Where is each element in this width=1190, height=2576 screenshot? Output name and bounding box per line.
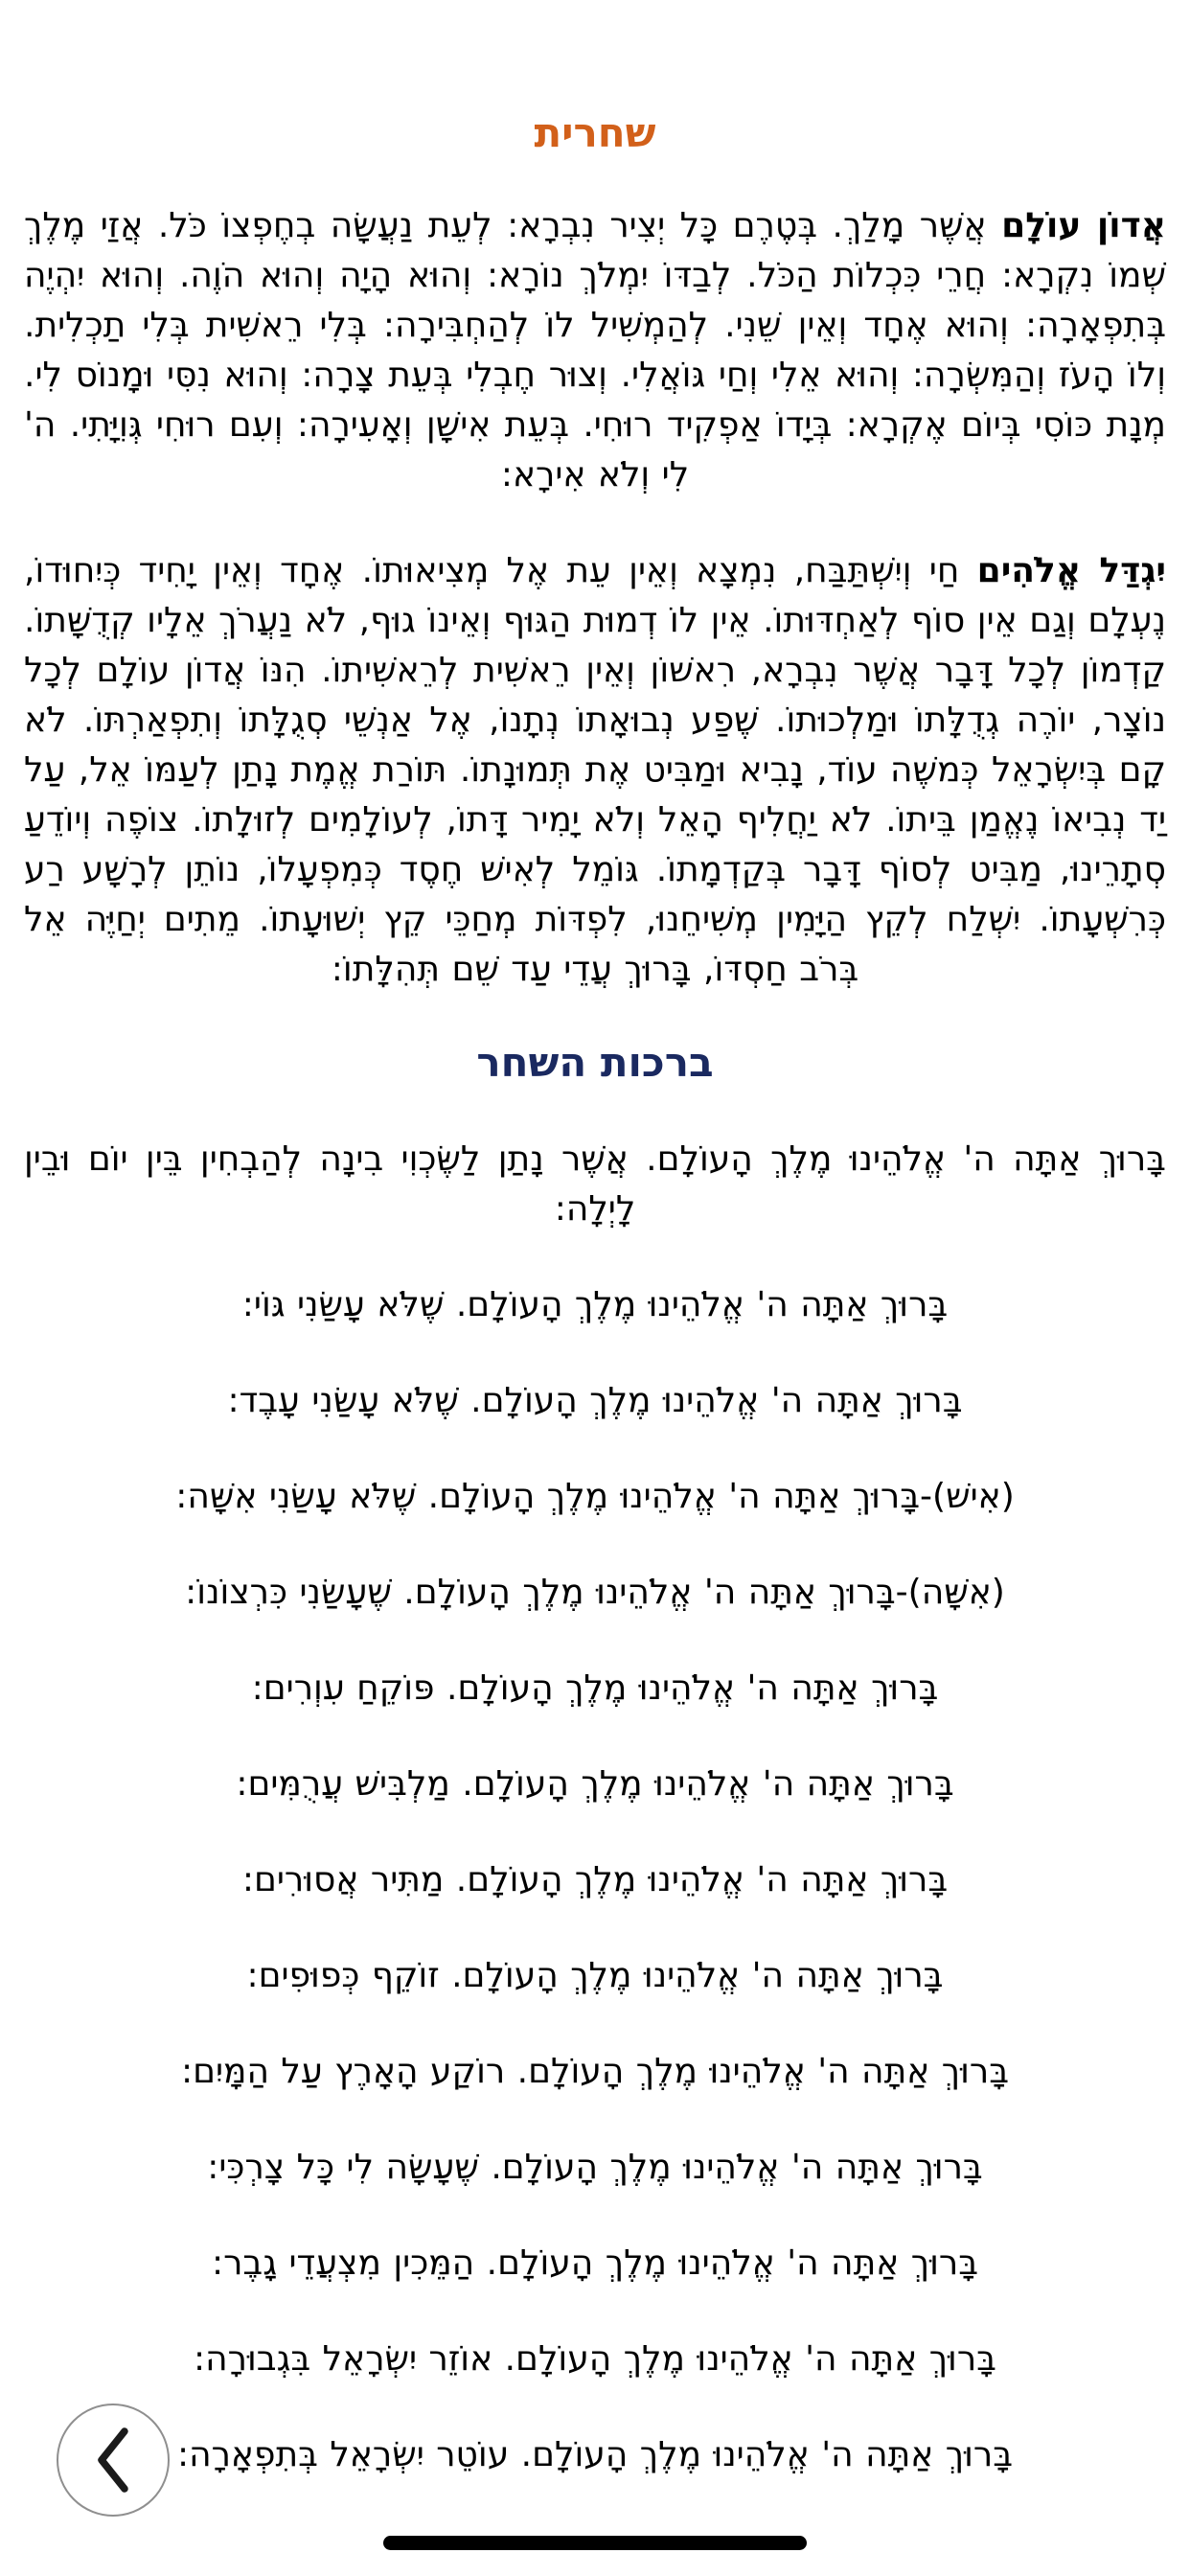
blessing-mitsadei-gaver: בָּרוּךְ אַתָּה ה' אֱלֹהֵינוּ מֶלֶךְ הָעוֹלָם. הַמֵּכִין מִצְעֲדֵי גָבֶר: — [211, 2243, 979, 2283]
home-indicator[interactable] — [383, 2536, 807, 2550]
page-title: שחרית — [534, 109, 656, 156]
blessing-roka-haaretz: בָּרוּךְ אַתָּה ה' אֱלֹהֵינוּ מֶלֶךְ הָעוֹלָם. רוֹקַע הָאָרֶץ עַל הַמָּיִם: — [180, 2052, 1010, 2091]
blessing-matir-asurim: בָּרוּךְ אַתָּה ה' אֱלֹהֵינוּ מֶלֶךְ הָעוֹלָם. מַתִּיר אֲסוּרִים: — [241, 1860, 949, 1899]
blessing-ozer-yisrael: בָּרוּךְ אַתָּה ה' אֱלֹהֵינוּ מֶלֶךְ הָעוֹלָם. אוֹזֵר יִשְׂרָאֵל בִּגְבוּרָה: — [193, 2339, 996, 2379]
adon-olam-lead: אֲדוֹן עוֹלָם — [1001, 206, 1166, 245]
blessing-ish-isha: (אִישׁ)-בָּרוּךְ אַתָּה ה' אֱלֹהֵינוּ מֶלֶךְ הָעוֹלָם. שֶׁלֹּא עָשַׂנִי אִשָּׁה: — [175, 1477, 1015, 1516]
yigdal-lead: יִגְדַּל אֱלֹהִים — [976, 551, 1167, 590]
blessing-oter-yisrael: בָּרוּךְ אַתָּה ה' אֱלֹהֵינוּ מֶלֶךְ הָעוֹלָם. עוֹטֵר יִשְׂרָאֵל בְּתִפְאָרָה: — [176, 2435, 1014, 2474]
blessing-pokeach-ivrim: בָּרוּךְ אַתָּה ה' אֱלֹהֵינוּ מֶלֶךְ הָעוֹלָם. פּוֹקֵחַ עִוְרִים: — [251, 1668, 939, 1708]
blessing-zokef-kefufim: בָּרוּךְ אַתָּה ה' אֱלֹהֵינוּ מֶלֶךְ הָעוֹלָם. זוֹקֵף כְּפוּפִים: — [246, 1956, 944, 1995]
adon-olam-body: אֲשֶׁר מָלַךְ. בְּטֶרֶם כָּל יְצִיר נִבְרָא: לְעֵת נַעֲשָׂה בְחֶפְצוֹ כֹּל. אֲזַי מֶלֶךְ שְׁמוֹ נִקְרָא: חֲרֵי כִּכְלוֹת הַכֹּל. לְבַדּוֹ יִמְלֹךְ נוֹרָא: וְהוּא הָיָה וְהוּא הֹוֶה. וְהוּא יִהְיֶה בְּתִפְאָרָה: וְהוּא אֶחָד וְאֵין שֵׁנִי. לְהַמְשִׁיל לוֹ לְהַחְבִּירָה: בְּלִי רֵאשִׁית בְּלִי תַכְלִית. וְלוֹ הָעֹז וְהַמִּשְׂרָה: וְהוּא אֵלִי וְחַי גּוֹאֲלִי. וְצוּר חֶבְלִי בְּעֵת צָרָה: וְהוּא נִסִּי וּמָנוֹס לִי. מְנָת כּוֹסִי בְּיוֹם אֶקְרָא: בְּיָדוֹ אַפְקִיד רוּחִי. בְּעֵת אִישָׁן וְאָעִירָה: וְעִם רוּחִי גְּוִיָּתִי. ה' לִי וְלֹא אִירָא: — [24, 206, 1166, 494]
blessing-isha-kirtsono: (אִשָּׁה)-בָּרוּךְ אַתָּה ה' אֱלֹהֵינוּ מֶלֶךְ הָעוֹלָם. שֶׁעָשַׂנִי כִּרְצוֹנוֹ: — [185, 1573, 1005, 1612]
blessing-kol-tsorki: בָּרוּךְ אַתָּה ה' אֱלֹהֵינוּ מֶלֶךְ הָעוֹלָם. שֶׁעָשָׂה לִי כָּל צָרְכִּי: — [207, 2148, 983, 2187]
section-heading-birkot-hashachar: ברכות השחר — [476, 1039, 714, 1086]
blessing-goy: בָּרוּךְ אַתָּה ה' אֱלֹהֵינוּ מֶלֶךְ הָעוֹלָם. שֶׁלֹּא עָשַׂנִי גּוֹי: — [241, 1285, 949, 1324]
blessing-malbish-arumim: בָּרוּךְ אַתָּה ה' אֱלֹהֵינוּ מֶלֶךְ הָעוֹלָם. מַלְבִּישׁ עֲרֻמִּים: — [236, 1764, 954, 1804]
chevron-left-icon — [94, 2426, 132, 2495]
yigdal-body: חַי וְיִשְׁתַּבַּח, נִמְצָא וְאֵין עֵת אֶל מְצִיאוּתוֹ. אֶחָד וְאֵין יָחִיד כְּיִחוּדוֹ, נֶעְלָם וְגַם אֵין סוֹף לְאַחְדּוּתוֹ. אֵין לוֹ דְמוּת הַגּוּף וְאֵינוֹ גוּף, לֹא נַעֲרֹךְ אֵלָיו קְדֻשָּׁתוֹ. קַדְמוֹן לְכָל דָּבָר אֲשֶׁר נִבְרָא, רִאשׁוֹן וְאֵין רֵאשִׁית לְרֵאשִׁיתוֹ. הִנּוֹ אֲדוֹן עוֹלָם לְכָל נוֹצָר, יוֹרֶה גְדֻלָּתוֹ וּמַלְכוּתוֹ. שֶׁפַע נְבוּאָתוֹ נְתָנוֹ, אֶל אַנְשֵׁי סְגֻלָּתוֹ וְתִפְאַרְתּוֹ. לֹא קָם בְּיִשְׂרָאֵל כְּמשֶׁה עוֹד, נָבִיא וּמַבִּיט אֶת תְּמוּנָתוֹ. תּוֹרַת אֱמֶת נָתַן לְעַמּוֹ אֵל, עַל יַד נְבִיאוֹ נֶאֱמַן בֵּיתוֹ. לֹא יַחֲלִיף הָאֵל וְלֹא יָמִיר דָּתוֹ, לְעוֹלָמִים לְזוּלָתוֹ. צוֹפֶה וְיוֹדֵעַ סְתָרֵינוּ, מַבִּיט לְסוֹף דָּבָר בְּקַדְמָתוֹ. גּוֹמֵל לְאִישׁ חֶסֶד כְּמִפְעָלוֹ, נוֹתֵן לְרָשָׁע רַע כְּרִשְׁעָתוֹ. יִשְׁלַח לְקֵץ הַיָּמִין מְשִׁיחֵנוּ, לִפְדּוֹת מְחַכֵּי קֵץ יְשׁוּעָתוֹ. מֵתִים יְחַיֶּה אֵל בְּרֹב חַסְדּוֹ, בָּרוּךְ עֲדֵי עַד שֵׁם תְּהִלָּתוֹ: — [24, 551, 1166, 989]
adon-olam-paragraph — [24, 201, 1166, 500]
yigdal-paragraph — [24, 546, 1166, 995]
blessing-aved: בָּרוּךְ אַתָּה ה' אֱלֹהֵינוּ מֶלֶךְ הָעוֹלָם. שֶׁלֹּא עָשַׂנִי עָבֶד: — [227, 1381, 963, 1420]
back-button[interactable] — [57, 2404, 170, 2517]
blessing-shechvi: בָּרוּךְ אַתָּה ה' אֱלֹהֵינוּ מֶלֶךְ הָעוֹלָם. אֲשֶׁר נָתַן לַשֶּׂכְוִי בִינָה לְהַבְחִין בֵּין יוֹם וּבֵין לָיְלָה: — [24, 1139, 1166, 1229]
